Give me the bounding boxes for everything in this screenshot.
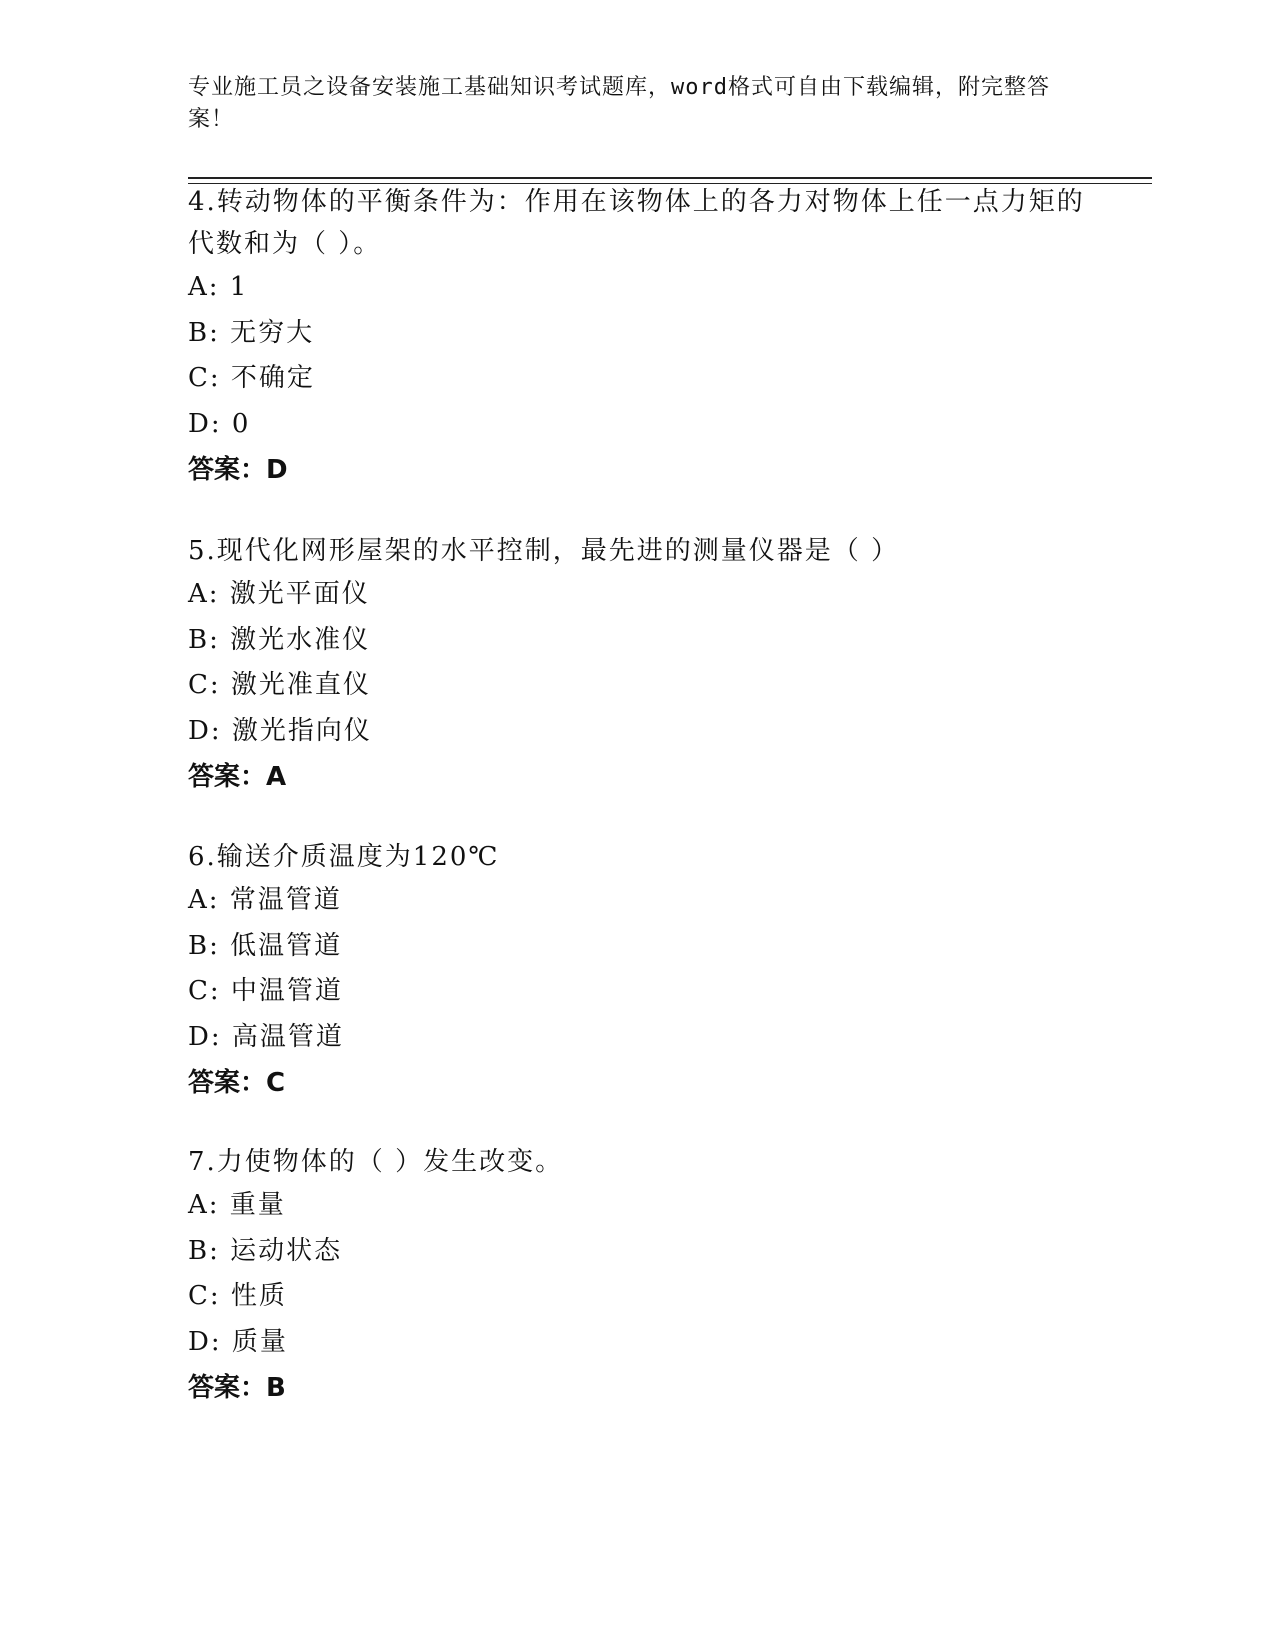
document-intro: 专业施工员之设备安装施工基础知识考试题库，word格式可自由下载编辑，附完整答案！ (188, 75, 1050, 132)
option-d: D: 0 (188, 408, 251, 439)
option-b: B: 低温管道 (188, 930, 343, 961)
option-a: A: 常温管道 (188, 885, 342, 915)
answer-label: 答案：D (188, 455, 288, 485)
option-c: C: 中温管道 (188, 976, 343, 1006)
option-a: A: 重量 (188, 1190, 286, 1220)
question-6 (188, 836, 1088, 1106)
question-7 (188, 1141, 1088, 1411)
question-text: 5.现代化网形屋架的水平控制，最先进的测量仪器是（ ） (188, 536, 900, 566)
option-d: D: 高温管道 (188, 1021, 344, 1052)
option-a: A: 激光平面仪 (188, 579, 370, 609)
answer-label: 答案：B (188, 1373, 286, 1403)
option-b: B: 激光水准仪 (188, 624, 371, 655)
question-text: 7.力使物体的（ ）发生改变。 (188, 1147, 564, 1177)
option-c: C: 激光准直仪 (188, 670, 371, 700)
answer-label: 答案：A (188, 762, 287, 792)
option-a: A: 1 (188, 272, 249, 302)
option-c: C: 不确定 (188, 363, 315, 393)
option-b: B: 无穷大 (188, 317, 315, 348)
answer-label: 答案：C (188, 1068, 286, 1098)
question-text: 4.转动物体的平衡条件为：作用在该物体上的各力对物体上任一点力矩的代数和为（ ）。 (188, 187, 1085, 259)
option-c: C: 性质 (188, 1281, 287, 1311)
header-divider-thick (188, 177, 1152, 179)
question-4 (188, 181, 1088, 493)
question-text: 6.输送介质温度为120℃ (188, 842, 500, 872)
option-d: D: 激光指向仪 (188, 715, 372, 746)
option-d: D: 质量 (188, 1326, 288, 1357)
option-b: B: 运动状态 (188, 1235, 343, 1266)
question-5 (188, 530, 1088, 800)
